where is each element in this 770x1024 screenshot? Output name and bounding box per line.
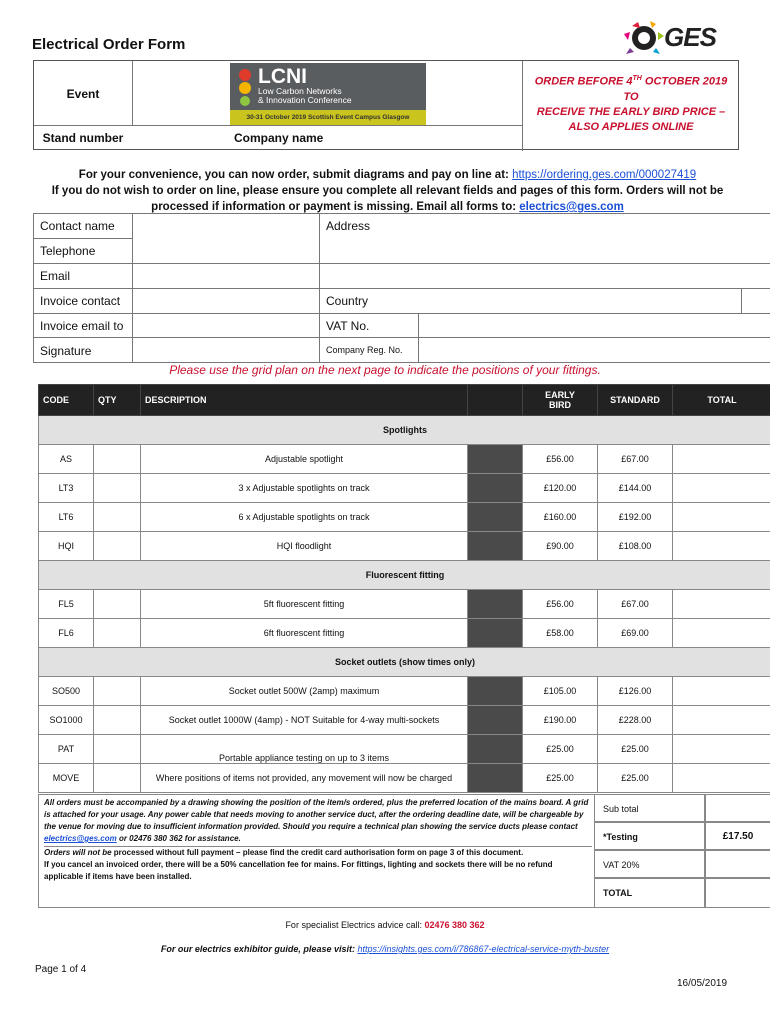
lcni-dates: 30-31 October 2019 Scottish Event Campus Glasgow [230,110,426,125]
vat-value[interactable] [705,850,770,878]
standard-price: £144.00 [598,474,673,503]
early-bird-price: £25.00 [523,735,598,764]
table-row [39,764,770,793]
grid-plan-note: Please use the grid plan on the next page to indicate the positions of your fittings. [169,363,601,377]
table-row [39,445,770,474]
qty-input[interactable] [94,677,141,706]
early-bird-price: £56.00 [523,445,598,474]
row-total[interactable] [673,590,770,619]
online-ordering-link[interactable]: https://ordering.ges.com/000027419 [512,169,697,181]
early-bird-price: £160.00 [523,503,598,532]
row-total[interactable] [673,445,770,474]
document-date: 16/05/2019 [677,978,728,989]
vat-label: VAT 20% [594,850,705,878]
qty-input[interactable] [94,764,141,793]
subtotal-value[interactable] [705,794,770,822]
standard-price: £69.00 [598,619,673,648]
contact-name-label: Contact name [40,219,115,233]
lcni-conference-logo [230,63,426,125]
electrics-email-link-2[interactable]: electrics@ges.com [44,834,117,843]
totals-panel [594,794,754,908]
page-title: Electrical Order Form [32,36,186,53]
company-reg-label: Company Reg. No. [326,345,403,355]
address-label: Address [326,219,371,233]
qty-input[interactable] [94,590,141,619]
event-label: Event [66,87,100,101]
item-code: HQI [39,532,94,561]
early-bird-price: £58.00 [523,619,598,648]
testing-label: *Testing [594,822,705,850]
item-code: SO1000 [39,706,94,735]
section-heading: Socket outlets (show times only) [39,648,770,677]
early-bird-price: £120.00 [523,474,598,503]
col-code: CODE [39,385,94,416]
ges-logo [622,18,742,58]
stand-number-label: Stand number [42,131,124,145]
vat-no-label: VAT No. [326,319,370,333]
early-bird-price: £25.00 [523,764,598,793]
page-number: Page 1 of 4 [35,964,87,975]
standard-price: £108.00 [598,532,673,561]
row-total[interactable] [673,735,770,764]
email-label: Email [40,269,71,283]
item-description: 3 x Adjustable spotlights on track [141,474,468,503]
item-description: Adjustable spotlight [141,445,468,474]
col-standard: STANDARD [598,385,673,416]
standard-price: £25.00 [598,735,673,764]
order-notes-and-totals [38,794,770,908]
signature-label: Signature [40,344,92,358]
subtotal-label: Sub total [594,794,705,822]
early-bird-price: £90.00 [523,532,598,561]
standard-price: £126.00 [598,677,673,706]
standard-price: £67.00 [598,445,673,474]
order-terms-note: All orders must be accompanied by a drawing showing the position of the item/s ordered, plus the preferred location of the mains board. A grid is attached for your usage. Any power cable that needs moving to another service duct, after the ordering deadline date, will be chargeable by the venue for moving due to insufficient information provided. Should you require a technical plan showing the service ducts please contact electrics@ges.com or 02476 380 362 for assistance. Orders will not be processed without full payment – please find the credit card authorisation form on page 3 of this document. If you cancel an invoiced order, there will be a 50% cancellation fee for mains. For fittings, lighting and sockets there will be no refund applicable if items have been installed. [44,797,592,883]
item-code: LT3 [39,474,94,503]
row-total[interactable] [673,474,770,503]
col-total: TOTAL [673,385,770,416]
order-table [38,384,770,793]
guide-line: For our electrics exhibitor guide, please visit: https://insights.ges.com/i/786867-electrical-service-myth-buster [160,944,610,954]
item-code: FL5 [39,590,94,619]
item-description: Socket outlet 1000W (4amp) - NOT Suitable for 4-way multi-sockets [141,706,468,735]
table-row [39,677,770,706]
ges-globe-icon [622,18,666,58]
qty-input[interactable] [94,735,141,764]
qty-input[interactable] [94,706,141,735]
electrics-email-link[interactable]: electrics@ges.com [519,201,624,213]
row-total[interactable] [673,503,770,532]
row-total[interactable] [673,764,770,793]
table-row [39,474,770,503]
qty-input[interactable] [94,474,141,503]
early-bird-notice: ORDER BEFORE 4TH OCTOBER 2019 TO RECEIVE THE EARLY BIRD PRICE – ALSO APPLIES ONLINE [534,75,728,133]
qty-input[interactable] [94,503,141,532]
standard-price: £67.00 [598,590,673,619]
standard-price: £25.00 [598,764,673,793]
col-early-bird: EARLY BIRD [523,385,598,416]
item-code: PAT [39,735,94,764]
table-row [39,735,770,764]
table-row [39,619,770,648]
standard-price: £228.00 [598,706,673,735]
early-bird-price: £105.00 [523,677,598,706]
exhibitor-guide-link[interactable]: https://insights.ges.com/i/786867-electrical-service-myth-buster [357,944,610,954]
ges-logo-text: GES [664,22,716,52]
early-bird-price: £56.00 [523,590,598,619]
qty-input[interactable] [94,445,141,474]
item-description: Portable appliance testing on up to 3 items [141,735,468,764]
table-row [39,590,770,619]
col-description: DESCRIPTION [141,385,468,416]
row-total[interactable] [673,706,770,735]
advice-phone: 02476 380 362 [424,920,485,930]
event-header-box [33,60,739,150]
item-description: 6ft fluorescent fitting [141,619,468,648]
qty-input[interactable] [94,619,141,648]
item-code: FL6 [39,619,94,648]
qty-input[interactable] [94,532,141,561]
row-total[interactable] [673,532,770,561]
item-code: AS [39,445,94,474]
table-row [39,706,770,735]
invoice-email-label: Invoice email to [40,319,124,333]
standard-price: £192.00 [598,503,673,532]
item-description: HQI floodlight [141,532,468,561]
item-description: 5ft fluorescent fitting [141,590,468,619]
total-label: TOTAL [594,878,705,908]
lcni-badge-icon [236,68,254,106]
company-name-label: Company name [234,131,324,145]
lcni-title: LCNI [258,65,307,88]
invoice-contact-label: Invoice contact [40,294,121,308]
table-row [39,503,770,532]
contact-details-grid [33,213,770,363]
col-qty: QTY [94,385,141,416]
intro-text: For your convenience, you can now order, submit diagrams and pay on line at: https://ordering.ges.com/000027419 If you do not wish to order on line, please ensure you complete all relevant fields and pages of this form. Orders will not be processed if information or payment is missing. Email all forms to: electrics@ges.com [51,169,724,213]
lcni-subtitle: Low Carbon Networks & Innovation Conference [258,86,352,105]
table-row [39,532,770,561]
item-code: MOVE [39,764,94,793]
item-description: Where positions of items not provided, any movement will now be charged [141,764,468,793]
country-label: Country [326,294,369,308]
telephone-label: Telephone [40,244,96,258]
row-total[interactable] [673,677,770,706]
item-description: Socket outlet 500W (2amp) maximum [141,677,468,706]
testing-value: £17.50 [705,822,770,850]
early-bird-price: £190.00 [523,706,598,735]
advice-line: For specialist Electrics advice call: 02476 380 362 [285,920,485,930]
row-total[interactable] [673,619,770,648]
item-description: 6 x Adjustable spotlights on track [141,503,468,532]
total-value[interactable] [705,878,770,908]
section-heading: Fluorescent fitting [39,561,770,590]
item-code: LT6 [39,503,94,532]
item-code: SO500 [39,677,94,706]
section-heading: Spotlights [39,416,770,445]
